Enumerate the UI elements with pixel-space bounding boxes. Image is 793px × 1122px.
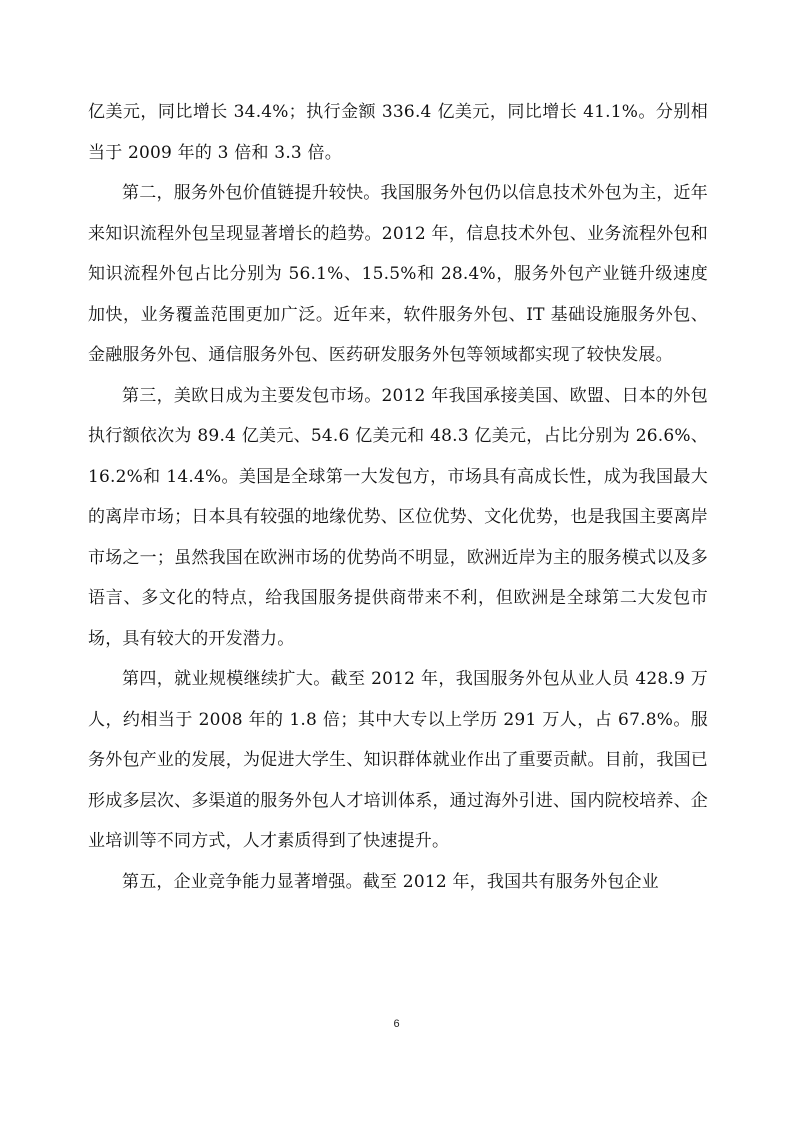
paragraph-employment: 第四，就业规模继续扩大。截至 2012 年，我国服务外包从业人员 428.9 万人，约相当于 2008 年的 1.8 倍；其中大专以上学历 291 万人，占 67.8%。服务外包产业的发展，为促进大学生、知识群体就业作出了重要贡献。目前，我国已形成多层次、多渠道的服务外包人才培训体系，通过海外引进、国内院校培养、企业培训等不同方式，人才素质得到了快速提升。 xyxy=(88,669,708,851)
paragraph-value-chain: 第二，服务外包价值链提升较快。我国服务外包仍以信息技术外包为主，近年来知识流程外包呈现显著增长的趋势。2012 年，信息技术外包、业务流程外包和知识流程外包占比分别为 56.1%、15.5%和 28.4%，服务外包产业链升级速度加快，业务覆盖范围更加广泛。近年来，软件服务外包、IT 基础设施服务外包、金融服务外包、通信服务外包、医药研发服务外包等领域都实现了较快发展。 xyxy=(88,183,708,365)
page-number: 6 xyxy=(393,1018,400,1030)
paragraph-markets: 第三，美欧日成为主要发包市场。2012 年我国承接美国、欧盟、日本的外包执行额依次为 89.4 亿美元、54.6 亿美元和 48.3 亿美元，占比分别为 26.6%、16.2%和 14.4%。美国是全球第一大发包方，市场具有高成长性，成为我国最大的离岸市场；日本具有较强的地缘优势、区位优势、文化优势，也是我国主要离岸市场之一；虽然我国在欧洲市场的优势尚不明显，欧洲近岸为主的服务模式以及多语言、多文化的特点，给我国服务提供商带来不利，但欧洲是全球第二大发包市场，具有较大的开发潜力。 xyxy=(88,385,708,649)
body-text xyxy=(88,92,708,902)
paragraph-competitiveness: 第五，企业竞争能力显著增强。截至 2012 年，我国共有服务外包企业 xyxy=(122,871,659,892)
paragraph-continuation: 亿美元，同比增长 34.4%；执行金额 336.4 亿美元，同比增长 41.1%。分别相当于 2009 年的 3 倍和 3.3 倍。 xyxy=(88,102,708,163)
